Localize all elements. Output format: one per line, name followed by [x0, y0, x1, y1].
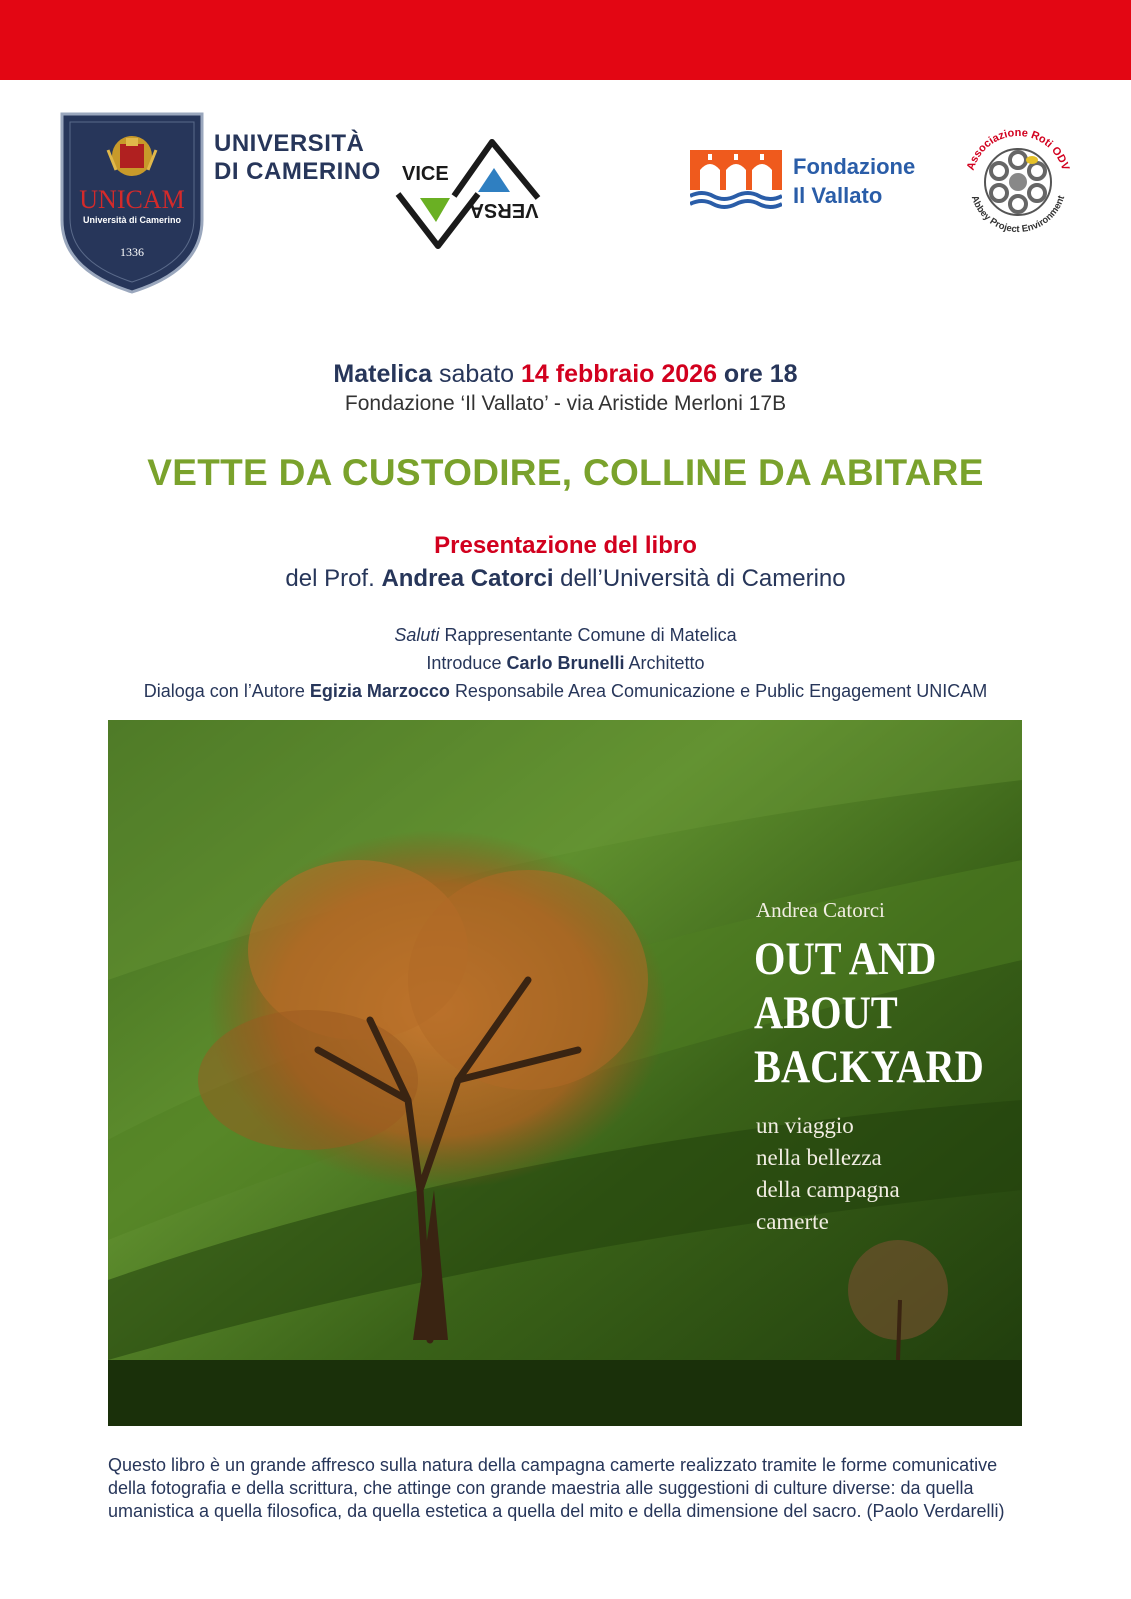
event-day: sabato: [439, 360, 515, 388]
program-introduce: [0, 653, 1131, 674]
vice-text: VICE: [402, 163, 449, 185]
introduce-label: Introduce: [426, 653, 502, 673]
shield-subtitle: Università di Camerino: [82, 215, 182, 225]
event-when-line: [0, 360, 1131, 389]
presentation-author-line: [0, 565, 1131, 593]
program-saluti: [0, 625, 1131, 646]
event-address: Fondazione ‘Il Vallato’ - via Aristide Merloni 17B: [344, 392, 787, 415]
unicam-line1: UNIVERSITÀ: [214, 130, 365, 157]
dialoga-role: Responsabile Area Comunicazione e Public Engagement UNICAM: [454, 681, 988, 701]
prof-suffix: dell’Università di Camerino: [560, 565, 846, 592]
presentation-heading: Presentazione del libro: [434, 532, 697, 559]
saluti-text: Rappresentante Comune di Matelica: [444, 625, 737, 645]
cover-title: [754, 932, 984, 1094]
prof-prefix: del Prof.: [285, 565, 375, 592]
unicam-line2: DI CAMERINO: [214, 158, 381, 185]
introduce-name: Carlo Brunelli: [506, 653, 625, 673]
cover-subtitle-line: della campagna: [756, 1177, 900, 1202]
top-red-bar: [0, 0, 1131, 80]
assoc-ring-bottom: Abbey Project Environment: [968, 194, 1068, 236]
unicam-shield-logo: [58, 110, 206, 294]
logo-strip: [0, 108, 1131, 298]
cover-title-line: BACKYARD: [754, 1041, 984, 1093]
book-description: Questo libro è un grande affresco sulla natura della campagna camerte realizzato tramite le forme comunicative della fotografia e della scrittura, che attinge con grande maestria alle suggestioni di culture diverse: da quella umanistica a quella filosofica, da quella estetica a quella del mito e della dimensione del sacro. (Paolo Verdarelli): [108, 1455, 1005, 1521]
versa-text: VERSA: [469, 199, 539, 221]
fondazione-line2: Il Vallato: [793, 183, 883, 208]
associazione-roti-logo: [958, 122, 1078, 242]
cover-subtitle-line: camerte: [756, 1209, 829, 1234]
event-title: VETTE DA CUSTODIRE, COLLINE DA ABITARE: [147, 452, 984, 493]
shield-name: UNICAM: [79, 185, 185, 214]
unicam-wordmark: [214, 130, 381, 186]
event-place: Matelica: [333, 360, 433, 388]
introduce-role: Architetto: [628, 653, 705, 673]
cover-subtitle: [756, 1110, 900, 1238]
prof-name: Andrea Catorci: [381, 565, 554, 592]
viceversa-logo: [394, 138, 550, 250]
book-cover: [108, 720, 1022, 1426]
event-time: ore 18: [723, 360, 798, 388]
shield-year: 1336: [120, 245, 144, 259]
cover-title-line: ABOUT: [754, 987, 898, 1039]
vallato-arches-icon: [690, 148, 782, 210]
cover-subtitle-line: nella bellezza: [756, 1145, 882, 1170]
dialoga-name: Egizia Marzocco: [309, 681, 450, 701]
program-dialoga: [0, 681, 1131, 702]
cover-subtitle-line: un viaggio: [756, 1113, 854, 1138]
cover-title-line: OUT AND: [754, 933, 937, 985]
event-date: 14 febbraio 2026: [521, 360, 717, 388]
cover-author: Andrea Catorci: [756, 898, 885, 922]
assoc-ring-top: Associazione Roti ODV: [964, 127, 1072, 172]
saluti-label: Saluti: [394, 625, 440, 645]
fondazione-line1: Fondazione: [793, 154, 916, 179]
fondazione-vallato-logo: [690, 148, 920, 218]
dialoga-label: Dialoga con l’Autore: [143, 681, 305, 701]
